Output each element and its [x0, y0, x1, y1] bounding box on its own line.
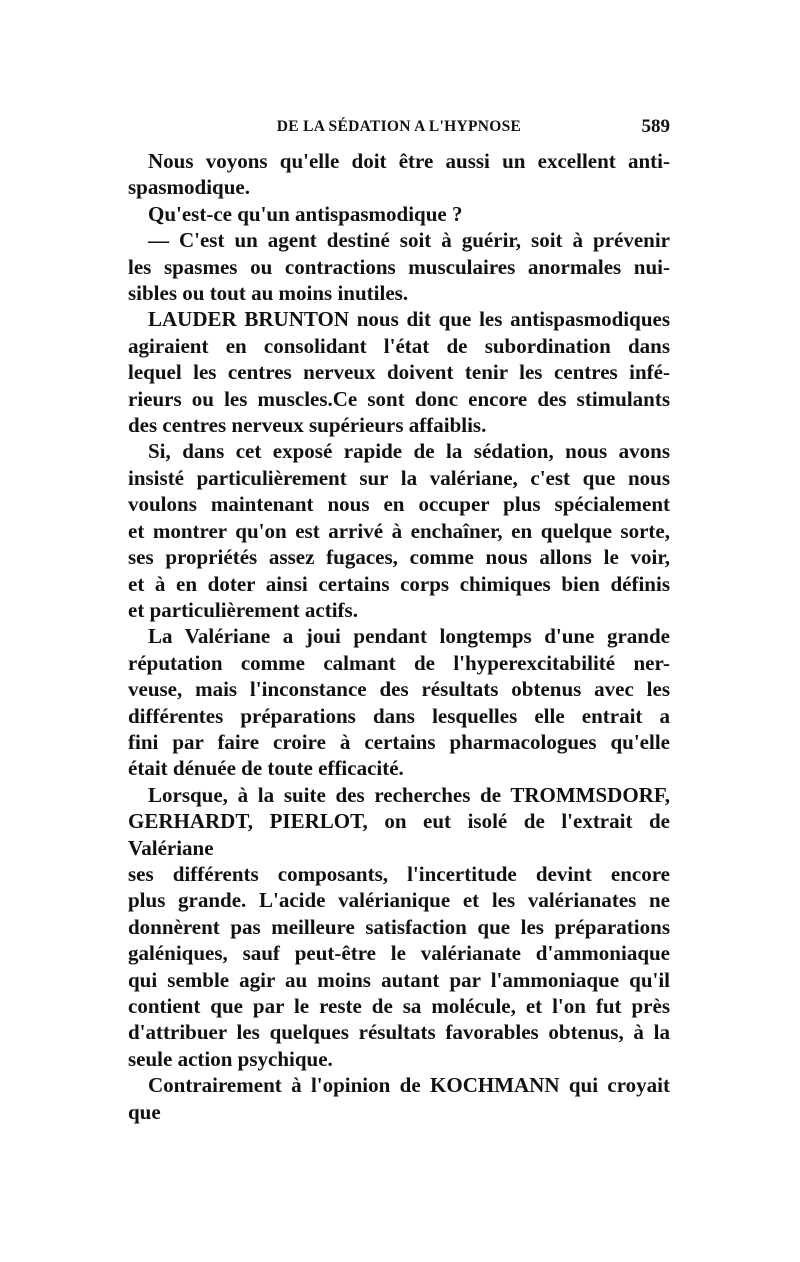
text-line: GERHARDT, PIERLOT, on eut isolé de l'extrait de Valériane [128, 809, 670, 860]
text-line: et particulièrement actifs. [128, 597, 358, 622]
text-line: Qu'est-ce qu'un antispasmodique ? [148, 201, 463, 226]
text-line: contient que par le reste de sa molécule, et l'on fut près [128, 994, 670, 1018]
text-line: veuse, mais l'inconstance des résultats obtenus avec les [128, 677, 670, 702]
text-line: ses différents composants, l'incertitude devint encore [128, 861, 670, 886]
running-title: DE LA SÉDATION A L'HYPNOSE [276, 118, 522, 135]
text-line: LAUDER BRUNTON nous dit que les antispasmodiques [148, 307, 670, 332]
text-line: — C'est un agent destiné soit à guérir, soit à prévenir [148, 228, 670, 253]
text-line: les spasmes ou contractions musculaires anormales nui- [128, 254, 670, 279]
text-line: fini par faire croire à certains pharmacologues qu'elle [128, 729, 670, 754]
body-text [128, 148, 670, 1125]
text-line: agiraient en consolidant l'état de subordination dans [128, 333, 670, 358]
text-line: lequel les centres nerveux doivent tenir les centres infé- [128, 360, 670, 385]
text-line: La Valériane a joui pendant longtemps d'une grande [148, 624, 670, 649]
text-line: réputation comme calmant de l'hyperexcitabilité ner- [128, 650, 670, 675]
text-line: plus grande. L'acide valérianique et les valérianates ne [128, 888, 670, 913]
text-line: rieurs ou les muscles.Ce sont donc encore des stimulants [128, 386, 670, 411]
text-line: ses propriétés assez fugaces, comme nous allons le voir, [128, 545, 670, 570]
text-line: différentes préparations dans lesquelles elle entrait a [128, 703, 670, 728]
text-line: et à en doter ainsi certains corps chimiques bien définis [128, 571, 670, 596]
page-header [128, 112, 670, 144]
text-line: voulons maintenant nous en occuper plus spécialement [128, 492, 670, 517]
text-line: était dénuée de toute efficacité. [128, 756, 404, 781]
text-line: des centres nerveux supérieurs affaiblis. [128, 413, 487, 438]
text-line: Si, dans cet exposé rapide de la sédation, nous avons [148, 439, 670, 464]
text-line: spasmodique. [128, 175, 250, 200]
text-line: insisté particulièrement sur la valériane, c'est que nous [128, 465, 670, 490]
text-line: Lorsque, à la suite des recherches de TROMMSDORF, [148, 782, 670, 807]
text-line: Contrairement à l'opinion de KOCHMANN qui croyait que [128, 1073, 670, 1124]
text-line: sibles ou tout au moins inutiles. [128, 281, 409, 306]
page-number: 589 [641, 116, 670, 137]
text-line: d'attribuer les quelques résultats favorables obtenus, à la [128, 1020, 670, 1045]
text-line: et montrer qu'on est arrivé à enchaîner, en quelque sorte, [128, 518, 670, 543]
text-line: qui semble agir au moins autant par l'ammoniaque qu'il [128, 967, 670, 992]
text-line: seule action psychique. [128, 1046, 333, 1071]
text-line: donnèrent pas meilleure satisfaction que les préparations [128, 914, 670, 939]
text-line: Nous voyons qu'elle doit être aussi un excellent anti- [148, 149, 670, 173]
text-line: galéniques, sauf peut-être le valérianate d'ammoniaque [128, 941, 670, 966]
